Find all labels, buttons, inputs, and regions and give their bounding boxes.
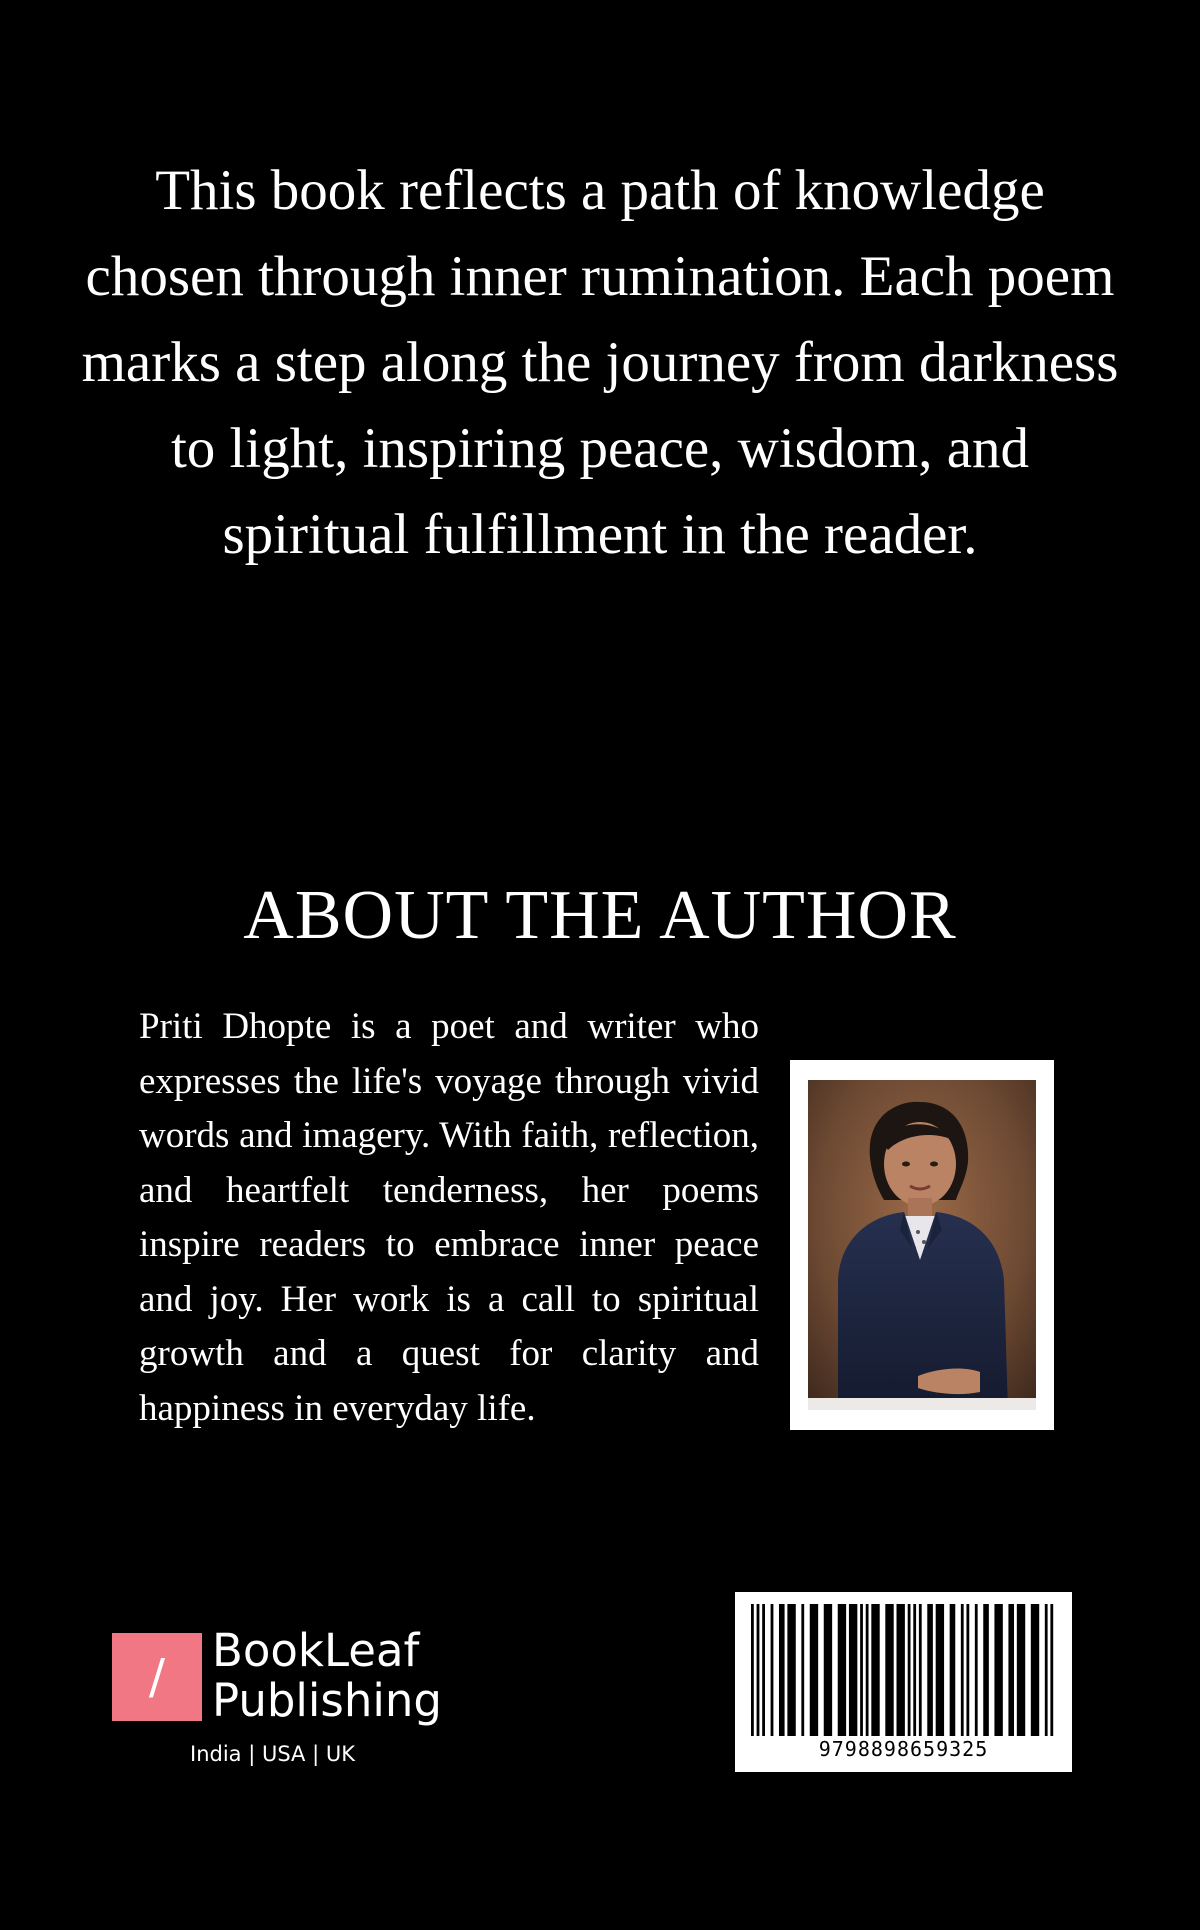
barcode-bar	[983, 1604, 989, 1736]
isbn-barcode	[735, 1592, 1072, 1772]
barcode-bar	[913, 1604, 916, 1736]
publisher-regions: India | USA | UK	[190, 1742, 355, 1766]
barcode-bar	[810, 1604, 818, 1736]
barcode-bar	[751, 1604, 754, 1736]
publisher-name-line2: Publishing	[212, 1674, 442, 1727]
author-photo-frame	[790, 1060, 1054, 1430]
barcode-bar	[966, 1604, 969, 1736]
barcode-bar	[927, 1604, 933, 1736]
author-bio: Priti Dhopte is a poet and writer who expresses the life's voyage through vivid words and imagery. With faith, reflection, and heartfelt tenderness, her poems inspire readers to embrace inner peace and joy. Her work is a call to spiritual growth and a quest for clarity and happiness in everyday life.	[139, 1006, 759, 1429]
barcode-bar	[994, 1604, 1002, 1736]
barcode-bar	[787, 1604, 795, 1736]
barcode-bar	[1017, 1604, 1025, 1736]
barcode-bar	[1045, 1604, 1048, 1736]
barcode-bar	[1008, 1604, 1014, 1736]
barcode-bar	[1050, 1604, 1053, 1736]
slash-icon: /	[148, 1649, 166, 1705]
barcode-bar	[885, 1604, 893, 1736]
publisher-name-line1: BookLeaf	[212, 1624, 420, 1677]
barcode-bar	[849, 1604, 857, 1736]
author-photo	[808, 1080, 1036, 1410]
barcode-bar	[824, 1604, 832, 1736]
barcode-bars	[751, 1604, 1056, 1736]
barcode-bar	[975, 1604, 978, 1736]
barcode-bar	[936, 1604, 944, 1736]
barcode-bar	[838, 1604, 846, 1736]
barcode-bar	[779, 1604, 785, 1736]
barcode-bar	[801, 1604, 804, 1736]
about-author-heading: ABOUT THE AUTHOR	[243, 877, 957, 954]
barcode-bar	[866, 1604, 869, 1736]
logo-mark	[112, 1633, 202, 1721]
barcode-bar	[961, 1604, 964, 1736]
barcode-bar	[860, 1604, 863, 1736]
barcode-bar	[908, 1604, 911, 1736]
barcode-bar	[950, 1604, 956, 1736]
barcode-bar	[771, 1604, 774, 1736]
barcode-bar	[871, 1604, 879, 1736]
barcode-bar	[757, 1604, 760, 1736]
barcode-bar	[919, 1604, 922, 1736]
bookleaf-publishing-logo	[112, 1624, 452, 1770]
isbn-number: 9798898659325	[818, 1737, 989, 1761]
barcode-bar	[897, 1604, 905, 1736]
book-blurb: This book reflects a path of knowledge chosen through inner rumination. Each poem marks a step along the journey from darkness to light, inspiring peace, wisdom, and spiritual fulfillment in the reader.	[81, 159, 1119, 566]
barcode-bar	[762, 1604, 765, 1736]
barcode-bar	[1031, 1604, 1039, 1736]
